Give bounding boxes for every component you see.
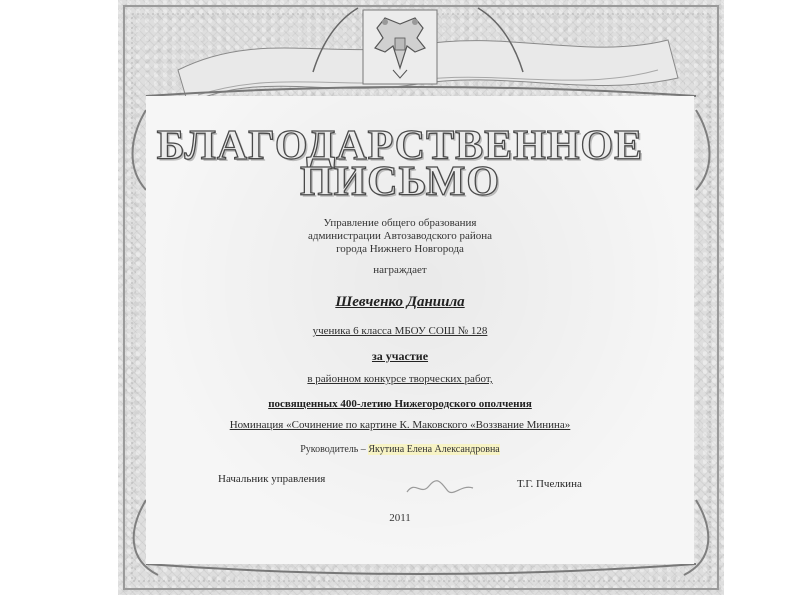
issue-year: 2011 xyxy=(389,512,411,524)
for-participation: за участие xyxy=(371,349,429,363)
nomination-line: Номинация «Сочинение по картине К. Маковского «Воззвание Минина» xyxy=(229,419,571,431)
recipient-name: Шевченко Даниила xyxy=(335,294,465,310)
issuer-line-3: города Нижнего Новгорода xyxy=(336,243,464,255)
issuer-line-2: администрации Автозаводского района xyxy=(307,230,493,242)
supervisor-name: Якутина Елена Александровна xyxy=(368,444,500,455)
signer-position: Начальник управления xyxy=(218,473,326,485)
contest-line-2: посвященных 400-летию Нижегородского ополчения xyxy=(268,398,532,410)
recipient-description: ученика 6 класса МБОУ СОШ № 128 xyxy=(312,325,488,337)
title-line-1: БЛАГОДАРСТВЕННОЕ xyxy=(156,123,644,169)
issuer-line-1: Управление общего образования xyxy=(323,217,477,229)
awards-text: награждает xyxy=(373,264,427,276)
title-line-2: ПИСЬМО xyxy=(299,159,501,205)
supervisor-line xyxy=(0,444,800,455)
supervisor-label: Руководитель – xyxy=(300,444,369,455)
contest-line-1: в районном конкурсе творческих работ, xyxy=(307,373,493,385)
signer-name: Т.Г. Пчелкина xyxy=(517,478,582,490)
signature xyxy=(405,476,475,498)
double-headed-eagle-icon xyxy=(355,8,445,88)
